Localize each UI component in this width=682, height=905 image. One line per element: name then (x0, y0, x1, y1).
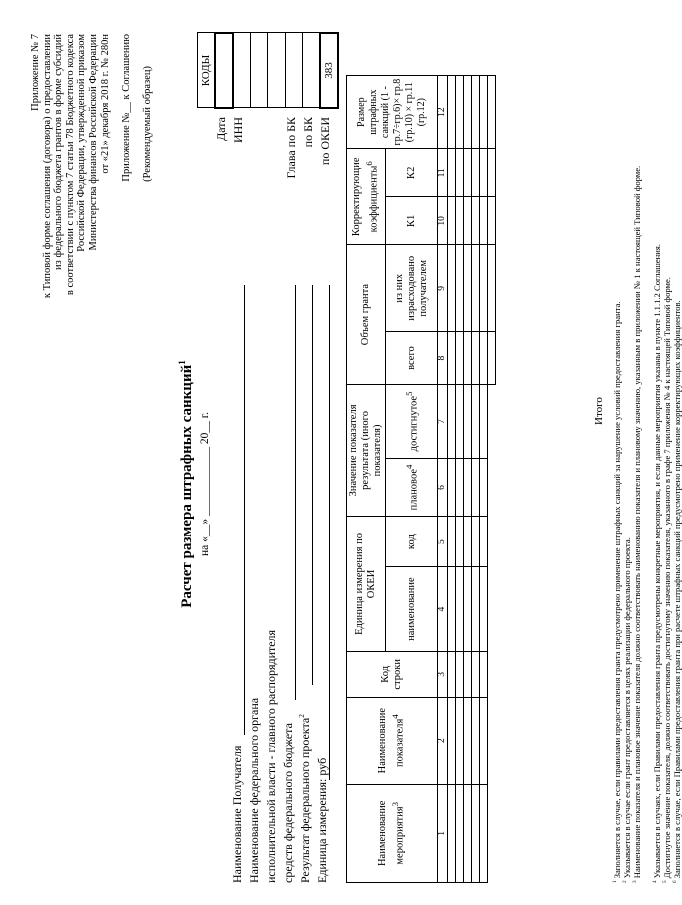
footnote-5 (662, 23, 672, 883)
footnote-ref: 4 (403, 464, 414, 469)
table-cell[interactable] (480, 384, 488, 458)
table-cell[interactable] (456, 651, 464, 697)
unit-field-line[interactable] (329, 285, 330, 780)
col-header-value: Значение показателя результата (иного показателя) (347, 384, 386, 516)
table-cell[interactable] (456, 458, 464, 516)
code-label-okei: по ОКЕИ (318, 117, 332, 166)
col-header-coefficients (347, 149, 386, 245)
code-label-bk: по БК (301, 117, 315, 148)
col-header-plan-text: плановое (408, 469, 420, 511)
federal-body-label-3: средств федерального бюджета (281, 723, 295, 883)
table-cell[interactable] (480, 567, 488, 652)
total-label: Итого (593, 397, 605, 425)
footnote-3 (632, 23, 642, 883)
footnote-number: 5 (662, 880, 669, 883)
footnote-text: Указывается в случаях, если Правилами предоставления гранта предусмотрены конкретные мероприятия, и если данные мероприятия указаны в пункте 1.1.1.2 Соглашения. (652, 244, 662, 879)
recommended-sample-label: (Рекомендуемый образец) (142, 66, 153, 182)
table-cell[interactable] (480, 516, 488, 566)
col-header-volume-spent: из них израсходовано получателем (386, 245, 438, 332)
col-number: 7 (438, 384, 448, 458)
footnote-1 (612, 23, 622, 883)
table-row (472, 76, 480, 883)
total-cell[interactable] (488, 149, 496, 197)
table-cell[interactable] (448, 697, 456, 784)
table-cell[interactable] (480, 651, 488, 697)
federal-body-field-line[interactable] (295, 285, 296, 700)
appendix-header (30, 34, 111, 394)
total-cell[interactable] (488, 197, 496, 245)
table-cell[interactable] (464, 784, 472, 882)
col-number: 10 (438, 197, 448, 245)
table-cell[interactable] (464, 697, 472, 784)
code-cell-date[interactable] (215, 33, 233, 108)
column-numbers-row (438, 76, 448, 883)
total-cell[interactable] (488, 76, 496, 149)
col-header-event-text: Наименование мероприятия (377, 800, 406, 867)
total-row-spacer (488, 384, 496, 882)
header-line: Российской Федерации, утвержденной приказом (76, 34, 88, 252)
footnote-6 (672, 23, 682, 883)
code-cell-blank[interactable] (268, 33, 286, 108)
table-row (456, 76, 464, 883)
table-cell[interactable] (472, 651, 480, 697)
total-row (488, 76, 496, 883)
result-label (299, 714, 312, 883)
table-cell[interactable] (456, 516, 464, 566)
document-date: на «__» ____________ 20__ г. (199, 411, 211, 557)
footnote-number: 1 (612, 880, 619, 883)
penalty-calculation-table (346, 75, 496, 883)
table-cell[interactable] (472, 516, 480, 566)
table-cell[interactable] (456, 332, 464, 385)
col-number: 2 (438, 697, 448, 784)
table-row (464, 76, 472, 883)
col-header-value-fact (386, 384, 438, 458)
header-line: от «21» декабря 2018 г. № 280н (99, 34, 111, 174)
document-title (179, 284, 196, 684)
codes-header: КОДЫ (198, 33, 216, 108)
table-cell[interactable] (456, 697, 464, 784)
table-cell[interactable] (472, 332, 480, 385)
table-cell[interactable] (464, 149, 472, 197)
table-cell[interactable] (472, 697, 480, 784)
table-cell[interactable] (448, 516, 456, 566)
header-line: Приложение № 7 (30, 34, 41, 111)
result-field-line[interactable] (312, 285, 313, 685)
table-cell[interactable] (472, 784, 480, 882)
table-cell[interactable] (448, 384, 456, 458)
title-text: Расчет размера штрафных санкций (179, 364, 195, 608)
col-header-coef-text: Корректирующие коэффициенты (351, 157, 380, 237)
footnote-number: 2 (622, 880, 629, 883)
code-cell-inn[interactable] (233, 33, 251, 108)
federal-body-label-2: исполнительной власти - главного распорядителя (264, 629, 278, 883)
date-prefix: на «__» (199, 518, 211, 557)
col-header-k1: К1 (386, 197, 438, 245)
table-cell[interactable] (480, 784, 488, 882)
result-label-text: Результат федерального проекта (298, 717, 312, 883)
table-cell[interactable] (448, 197, 456, 245)
code-cell-chapter-bk[interactable] (285, 33, 303, 108)
total-cell[interactable] (488, 332, 496, 385)
code-cell-blank[interactable] (250, 33, 268, 108)
table-cell[interactable] (472, 149, 480, 197)
date-year: 20__ г. (199, 411, 211, 445)
col-header-k2: К2 (386, 149, 438, 197)
table-cell[interactable] (472, 245, 480, 332)
table-cell[interactable] (472, 458, 480, 516)
table-cell[interactable] (464, 516, 472, 566)
result-footnote-ref: 2 (298, 714, 306, 718)
table-cell[interactable] (464, 458, 472, 516)
footnote-number: 3 (632, 880, 639, 883)
col-number: 8 (438, 332, 448, 385)
col-header-indicator (347, 697, 438, 784)
footnote-ref: 3 (390, 802, 401, 807)
title-footnote-ref: 1 (177, 360, 187, 365)
table-cell[interactable] (480, 332, 488, 385)
table-cell[interactable] (456, 149, 464, 197)
footnote-ref: 6 (364, 161, 375, 166)
footnote-text: Указывается в случае если грант предоставляется в целях реализации федерального проекта. (622, 537, 632, 879)
table-cell[interactable] (472, 197, 480, 245)
col-header-indicator-text: Наименование показателя (377, 707, 406, 774)
table-cell[interactable] (464, 245, 472, 332)
agreement-appendix-label: Приложение №__ к Соглашению (121, 34, 132, 182)
unit-label: Единица измерения: руб (315, 757, 329, 883)
code-label-chapter-bk: Глава по БК (284, 117, 298, 179)
col-header-event (347, 784, 438, 882)
header-line: из федерального бюджета грантов в форме субсидий (53, 34, 65, 270)
code-label-date: Дата (214, 117, 228, 141)
table-cell[interactable] (448, 458, 456, 516)
table-cell[interactable] (448, 332, 456, 385)
table-cell[interactable] (464, 197, 472, 245)
col-header-fact-text: достигнутое (408, 395, 420, 452)
footnote-number: 4 (652, 880, 659, 883)
table-cell[interactable] (464, 332, 472, 385)
table-cell[interactable] (480, 697, 488, 784)
table-cell[interactable] (480, 76, 488, 149)
table-cell[interactable] (448, 245, 456, 332)
col-header-unit-name: наименование (386, 567, 438, 652)
col-number: 11 (438, 149, 448, 197)
table-cell[interactable] (464, 384, 472, 458)
table-cell[interactable] (464, 76, 472, 149)
col-number: 5 (438, 516, 448, 566)
footnote-number: 6 (672, 880, 679, 883)
table-row (448, 76, 456, 883)
header-line: в соответствии с пунктом 7 статьи 78 Бюджетного кодекса (64, 34, 76, 296)
table-cell[interactable] (480, 149, 488, 197)
col-header-value-plan (386, 458, 438, 516)
footnote-ref: 4 (390, 714, 401, 719)
footnote-ref: 5 (403, 391, 414, 396)
col-number: 12 (438, 76, 448, 149)
code-label-inn: ИНН (231, 117, 245, 143)
col-header-unit: Единица измерения по ОКЕИ (347, 516, 386, 651)
recipient-field-line[interactable] (244, 285, 245, 735)
col-number: 3 (438, 651, 448, 697)
col-header-penalty: Размер штрафных санкций (1 - гр.7÷гр.6)× гр.8 (гр.10) × гр.11 (гр.12) (347, 76, 438, 149)
table-cell[interactable] (448, 784, 456, 882)
table-cell[interactable] (480, 245, 488, 332)
table-cell[interactable] (456, 197, 464, 245)
table-cell[interactable] (456, 245, 464, 332)
federal-body-label-1: Наименование федерального органа (247, 697, 261, 883)
table-row (480, 76, 488, 883)
table-cell[interactable] (464, 651, 472, 697)
table-cell[interactable] (480, 458, 488, 516)
footnote-4 (652, 23, 662, 883)
code-cell-bk[interactable] (303, 33, 321, 108)
footnote-text: Заполняется в случае, если Правилами предоставления гранта при расчете штрафных санкций предусмотрено применение корректирующих коэффициентов. (672, 300, 682, 879)
total-cell[interactable] (488, 245, 496, 332)
col-number: 4 (438, 567, 448, 652)
col-header-unit-code: код (386, 516, 438, 566)
header-line: Министерства финансов Российской Федерации (87, 34, 99, 251)
header-line: к Типовой форме соглашения (договора) о предоставлении (41, 34, 53, 299)
table-cell[interactable] (456, 76, 464, 149)
table-cell[interactable] (448, 567, 456, 652)
col-header-volume: Объем гранта (347, 245, 386, 385)
col-number: 6 (438, 458, 448, 516)
col-number: 9 (438, 245, 448, 332)
table-cell[interactable] (448, 76, 456, 149)
codes-table (197, 32, 339, 109)
table-cell[interactable] (472, 384, 480, 458)
col-header-row-code: Код строки (347, 651, 438, 697)
table-cell[interactable] (448, 651, 456, 697)
footnote-text: Заполняется в случае, если правилами предоставления гранта предусмотрено применение штрафных санкций за нарушение условий предоставления гранта. (612, 301, 622, 879)
table-cell[interactable] (456, 567, 464, 652)
col-header-volume-total: всего (386, 332, 438, 385)
table-cell[interactable] (472, 567, 480, 652)
table-cell[interactable] (464, 567, 472, 652)
table-cell[interactable] (480, 197, 488, 245)
table-cell[interactable] (448, 149, 456, 197)
footnote-2 (622, 23, 632, 883)
footnote-text: Наименование показателя и плановое значение показателя должно соответствовать наименованию показателя и плановому значению, указанным в приложении № 1 к настоящей Типовой форме. (632, 165, 642, 879)
recipient-label: Наименование Получателя (230, 745, 244, 883)
table-cell[interactable] (456, 784, 464, 882)
footnote-text: Достигнутое значение показателя, должно соответствовать достигнутому значению показателя, указанного в графе 7 приложения № 4 к настоящей Типовой форме. (662, 277, 672, 879)
table-cell[interactable] (472, 76, 480, 149)
table-cell[interactable] (456, 384, 464, 458)
col-number: 1 (438, 784, 448, 882)
code-cell-okei[interactable]: 383 (320, 33, 338, 108)
